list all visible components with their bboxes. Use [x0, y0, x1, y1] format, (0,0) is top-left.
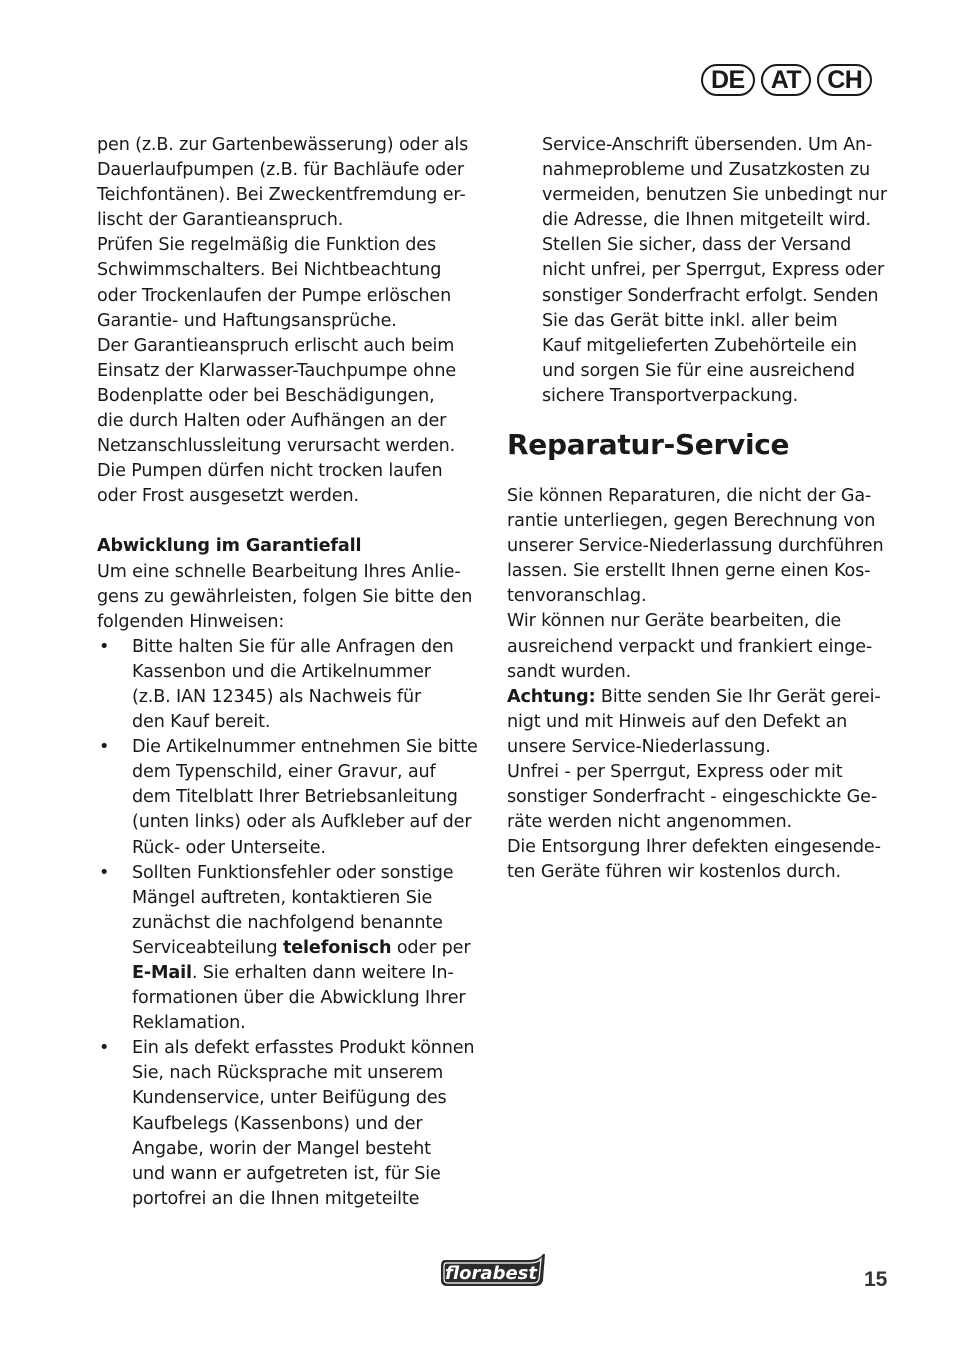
florabest-logo — [439, 1250, 551, 1290]
repair-service-body — [507, 484, 897, 886]
paragraph: Die Entsorgung Ihrer defekten eingesende- ten Geräte führen wir kostenlos durch. — [507, 837, 881, 883]
paragraph: Die Pumpen dürfen nicht trocken laufen oder Frost ausgesetzt werden. — [97, 461, 443, 507]
paragraph: Um eine schnelle Bearbeitung Ihres Anlie- gens zu gewährleisten, folgen Sie bitte den folgenden Hinweisen: — [97, 561, 473, 632]
list-item: • Sollten Funktionsfehler oder sonstige Mängel auftreten, kontaktieren Sie zunächst die nachfolgend benannte Serviceabteilung telefonisch oder per E-Mail. Sie erhalten dann weitere In- formationen über die Abwicklung Ihrer Reklamation. — [97, 861, 487, 1037]
page-number: 15 — [864, 1268, 888, 1291]
section-subheading: Abwicklung im Garantiefall — [97, 536, 362, 557]
country-badge-ch: CH — [817, 64, 872, 96]
paragraph: Sie können Reparaturen, die nicht der Ga- rantie unterliegen, gegen Berechnung von unserer Service-Niederlassung durchführen lassen. Sie erstellt Ihnen gerne einen Kos- tenvoranschlag. — [507, 486, 884, 607]
paragraph: Service-Anschrift übersenden. Um An- nahmeprobleme und Zusatzkosten zu vermeiden, benutzen Sie unbedingt nur die Adresse, die Ihnen mitgeteilt wird. Stellen Sie sicher, dass der Versand nicht unfrei, per Sperrgut, Express oder sonstiger Sonderfracht erfolgt. Senden Sie das Gerät bitte inkl. aller beim Kauf mitgelieferten Zubehörteile ein und sorgen Sie für eine ausreichend sichere Transportverpackung. — [542, 135, 887, 406]
country-badge-at: AT — [761, 64, 811, 96]
achtung-label: Achtung: — [507, 686, 596, 707]
logo-wordmark: florabest — [445, 1263, 537, 1284]
paragraph: Wir können nur Geräte bearbeiten, die ausreichend verpackt und frankiert einge- sandt wurden. — [507, 611, 873, 682]
list-item: • Ein als defekt erfasstes Produkt können Sie, nach Rücksprache mit unserem Kundenservice, unter Beifügung des Kaufbelegs (Kassenbons) und der Angabe, worin der Mangel besteht und wann er aufgetreten ist, für Sie portofrei an die Ihnen mitgeteilte — [97, 1036, 487, 1212]
paragraph: Der Garantieanspruch erlischt auch beim Einsatz der Klarwasser-Tauchpumpe ohne Bodenplatte oder bei Beschädigungen, die durch Halten oder Aufhängen an der Netzanschlussleitung verursacht werden. — [97, 335, 457, 457]
section-heading: Reparatur-Service — [507, 428, 790, 461]
paragraph: Achtung: Bitte senden Sie Ihr Gerät gerei- nigt und mit Hinweis auf den Defekt an unsere Service-Niederlassung. — [507, 686, 881, 757]
emphasis-email: E-Mail — [132, 963, 192, 983]
paragraph: Prüfen Sie regelmäßig die Funktion des Schwimmschalters. Bei Nichtbeachtung oder Trockenlaufen der Pumpe erlöschen Garantie- und Haftungsansprüche. — [97, 235, 452, 331]
right-column — [507, 133, 897, 883]
country-badges — [701, 64, 872, 96]
paragraph: pen (z.B. zur Gartenbewässerung) oder als Dauerlaufpumpen (z.B. für Bachläufe oder Teichfontänen). Bei Zweckentfremdung er- lischt der Garantieanspruch. — [97, 135, 469, 231]
left-column — [97, 133, 487, 1212]
paragraph: Unfrei - per Sperrgut, Express oder mit sonstiger Sonderfracht - eingeschickte Ge- räte werden nicht angenommen. — [507, 762, 878, 833]
list-item: • Bitte halten Sie für alle Anfragen den Kassenbon und die Artikelnummer (z.B. IAN 12345) als Nachweis für den Kauf bereit. — [97, 635, 487, 735]
country-badge-de: DE — [701, 64, 755, 96]
instructions-list — [97, 635, 487, 1212]
list-item: • Die Artikelnummer entnehmen Sie bitte dem Typenschild, einer Gravur, auf dem Titelblatt Ihrer Betriebsanleitung (unten links) oder als Aufkleber auf der Rück- oder Unterseite. — [97, 735, 487, 860]
emphasis-telefonisch: telefonisch — [282, 937, 392, 958]
